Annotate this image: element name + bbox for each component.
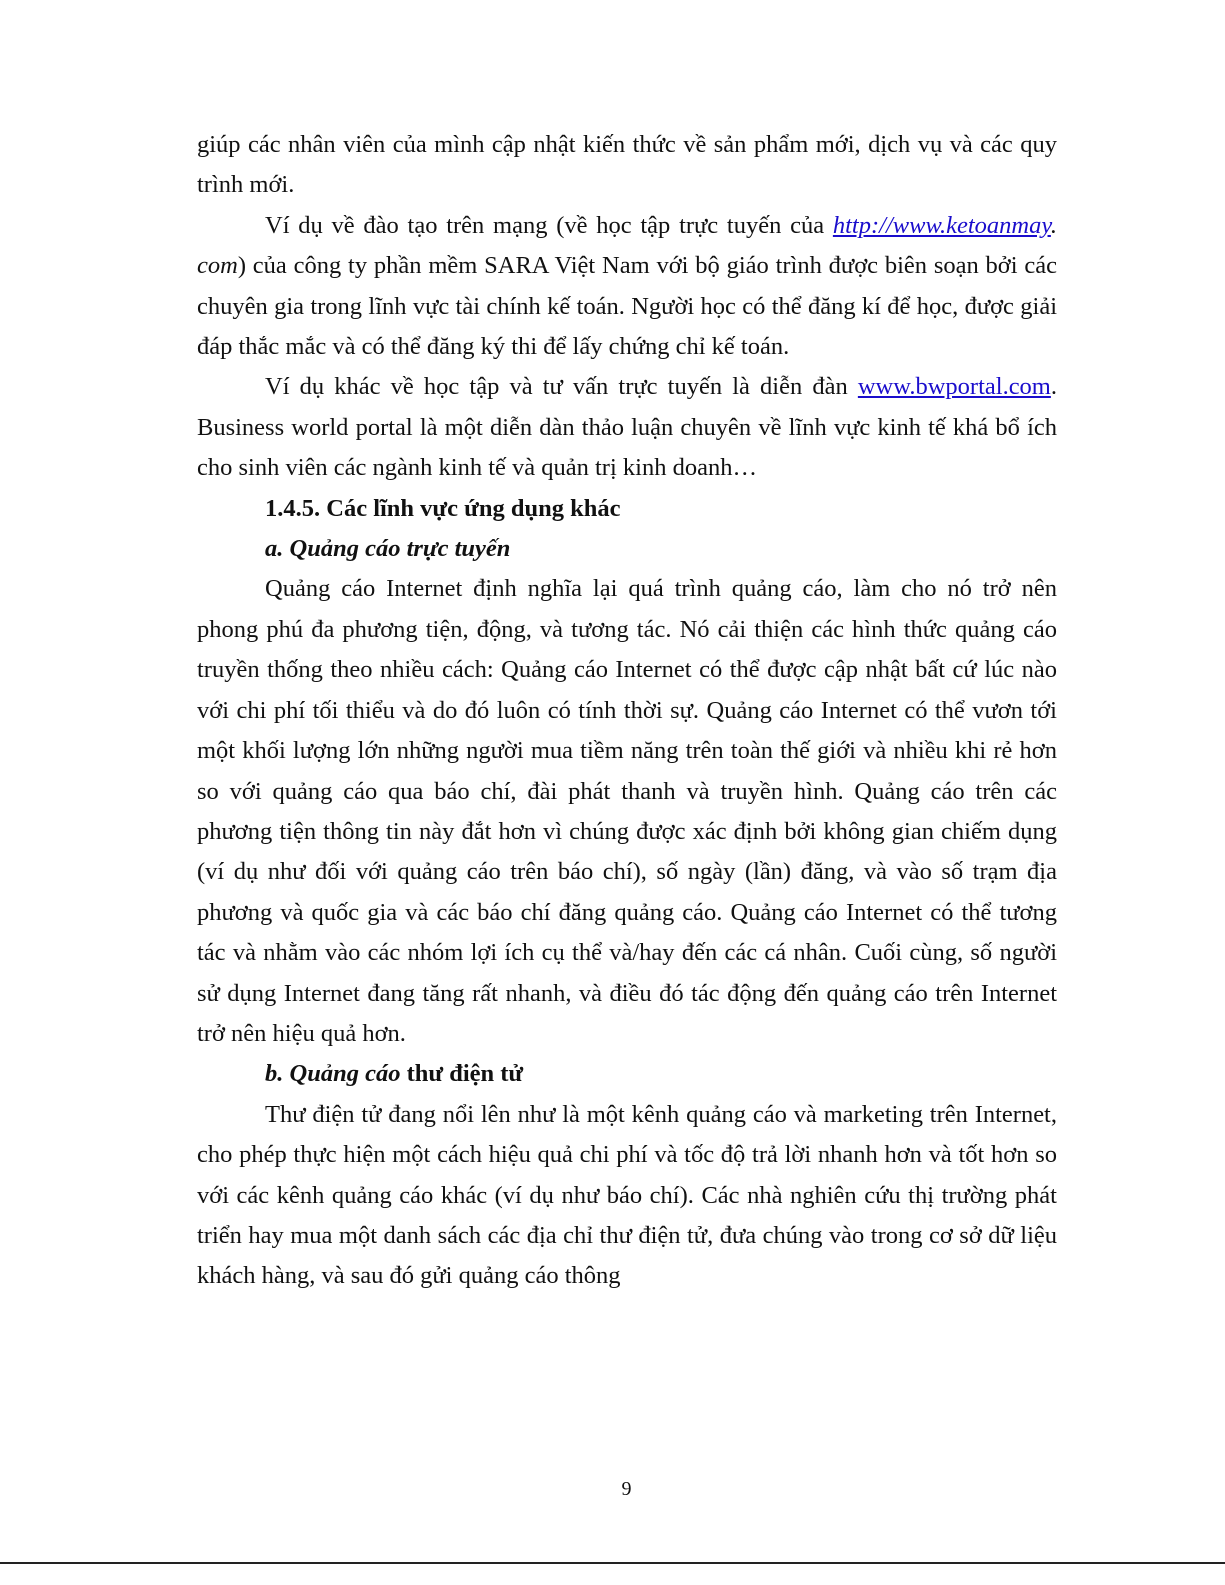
paragraph-text: Ví dụ khác về học tập và tư vấn trực tuyến là diễn đàn bbox=[265, 373, 858, 401]
page-number: 9 bbox=[621, 1478, 632, 1500]
ketoanmay-link-tail: . com bbox=[197, 211, 1057, 280]
paragraph-elearning-example bbox=[197, 206, 1057, 368]
paragraph-text: Ví dụ về đào tạo trên mạng (về học tập trực tuyến của bbox=[265, 211, 833, 239]
subheading-email-ads bbox=[197, 1054, 1057, 1094]
bottom-divider bbox=[0, 1562, 1225, 1564]
paragraph-text: . Business world portal là một diễn dàn thảo luận chuyên về lĩnh vực kinh tế khá bổ ích cho sinh viên các ngành kinh tế và quản trị kinh doanh… bbox=[197, 373, 1057, 482]
paragraph-forum-example bbox=[197, 367, 1057, 488]
subheading-online-ads: a. Quảng cáo trực tuyến bbox=[265, 535, 511, 563]
page-body bbox=[197, 125, 1057, 1297]
subheading-email-ads-prefix: b. Quảng cáo bbox=[265, 1060, 407, 1088]
paragraph-online-ads: Quảng cáo Internet định nghĩa lại quá trình quảng cáo, làm cho nó trở nên phong phú đa phương tiện, động, và tương tác. Nó cải thiện các hình thức quảng cáo truyền thống theo nhiều cách: Quảng cáo Internet có thể được cập nhật bất cứ lúc nào với chi phí tối thiểu và do đó luôn có tính thời sự. Quảng cáo Internet có thể vươn tới một khối lượng lớn những người mua tiềm năng trên toàn thế giới và nhiều khi rẻ hơn so với quảng cáo qua báo chí, đài phát thanh và truyền hình. Quảng cáo trên các phương tiện thông tin này đắt hơn vì chúng được xác định bởi không gian chiếm dụng (ví dụ như đối với quảng cáo trên báo chí), số ngày (lần) đăng, và vào số trạm địa phương và quốc gia và các báo chí đăng quảng cáo. Quảng cáo Internet có thể tương tác và nhằm vào các nhóm lợi ích cụ thể và/hay đến các cá nhân. Cuối cùng, số người sử dụng Internet đang tăng rất nhanh, và điều đó tác động đến quảng cáo trên Internet trở nên hiệu quả hơn. bbox=[197, 575, 1057, 1047]
ketoanmay-link[interactable]: http://www.ketoanmay bbox=[832, 211, 1051, 239]
subheading-email-ads-term: thư điện tử bbox=[406, 1060, 524, 1088]
paragraph-email-ads: Thư điện tử đang nổi lên như là một kênh quảng cáo và marketing trên Internet, cho phép thực hiện một cách hiệu quả chi phí và tốc độ trả lời nhanh hơn và tốt hơn so với các kênh quảng cáo khác (ví dụ như báo chí). Các nhà nghiên cứu thị trường phát triển hay mua một danh sách các địa chỉ thư điện tử, đưa chúng vào trong cơ sở dữ liệu khách hàng, và sau đó gửi quảng cáo thông bbox=[197, 1100, 1057, 1290]
bwportal-link[interactable]: www.bwportal.com bbox=[857, 373, 1051, 401]
section-heading: 1.4.5. Các lĩnh vực ứng dụng khác bbox=[265, 494, 621, 522]
paragraph-text: ) của công ty phần mềm SARA Việt Nam với bộ giáo trình được biên soạn bởi các chuyên gia trong lĩnh vực tài chính kế toán. Người học có thể đăng kí để học, được giải đáp thắc mắc và có thể đăng ký thi để lấy chứng chỉ kế toán. bbox=[197, 252, 1057, 361]
paragraph-intro: giúp các nhân viên của mình cập nhật kiến thức về sản phẩm mới, dịch vụ và các quy trình mới. bbox=[197, 131, 1057, 199]
